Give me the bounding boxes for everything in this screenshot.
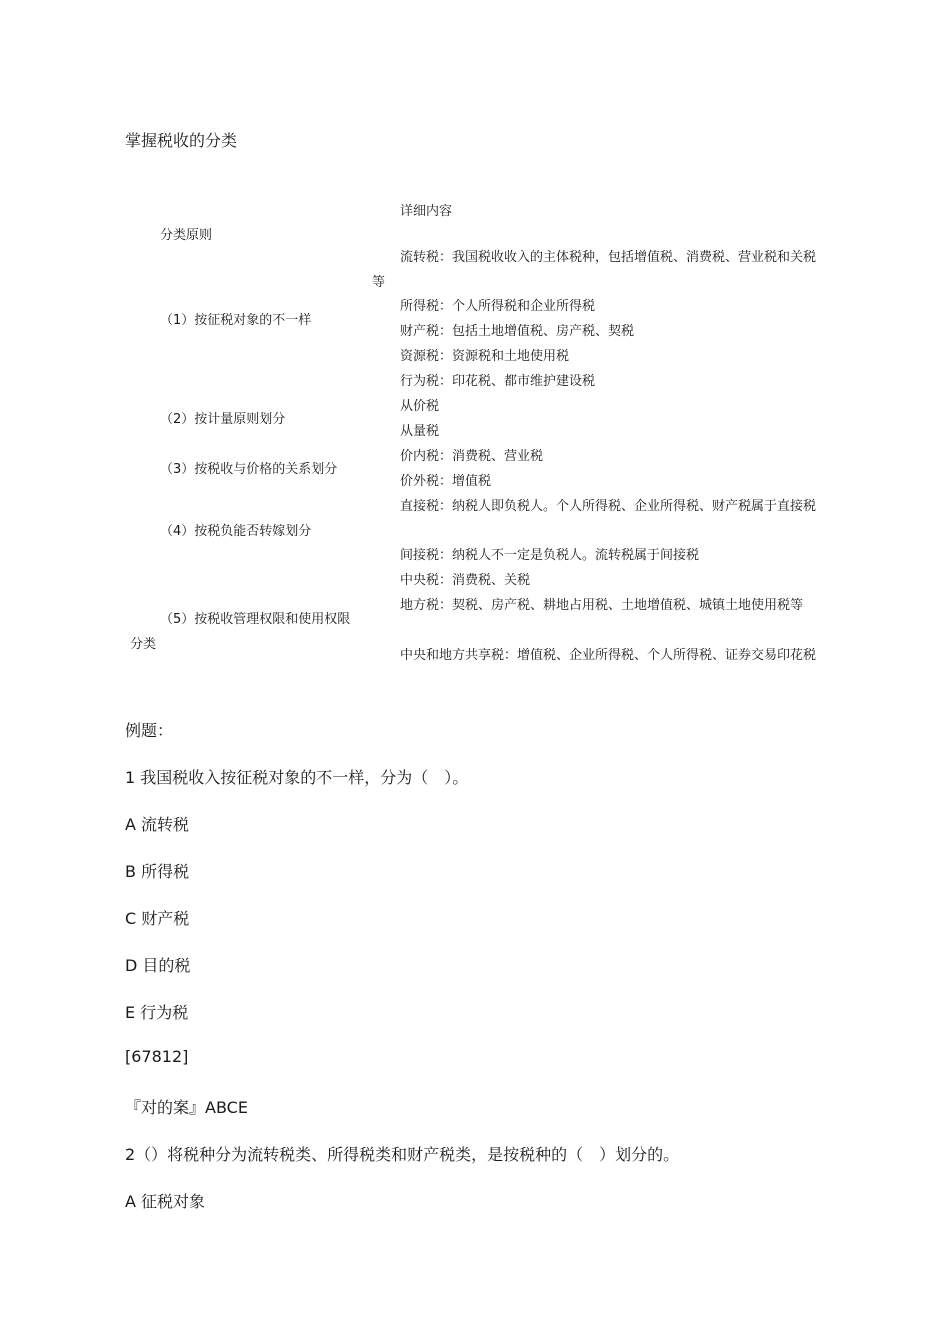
question-1-code: [67812]: [125, 1047, 189, 1066]
detail-row: 价外税：增值税: [400, 474, 492, 489]
header-detail: 详细内容: [400, 204, 453, 219]
question-1-stem: 1 我国税收入按征税对象的不一样，分为（ ）。: [125, 768, 469, 787]
detail-row: 行为税：印花税、都市维护建设税: [400, 374, 596, 389]
principle-5-cont: 分类: [130, 637, 157, 652]
question-1-option-b: B 所得税: [125, 862, 190, 881]
detail-row: 从价税: [400, 399, 440, 414]
detail-row: 资源税：资源税和土地使用税: [400, 349, 570, 364]
question-1-option-d: D 目的税: [125, 956, 191, 975]
question-2-stem: 2（）将税种分为流转税类、所得税类和财产税类，是按税种的（ ）划分的。: [125, 1145, 680, 1164]
principle-4: （4）按税负能否转嫁划分: [160, 524, 312, 539]
principle-1: （1）按征税对象的不一样: [160, 313, 312, 328]
question-1-option-e: E 行为税: [125, 1003, 189, 1022]
detail-row: 直接税：纳税人即负税人。个人所得税、企业所得税、财产税属于直接税: [400, 499, 817, 514]
question-1-answer: 『对的案』ABCE: [125, 1098, 248, 1117]
principle-5: （5）按税收管理权限和使用权限: [160, 612, 351, 627]
detail-row: 中央税：消费税、关税: [400, 573, 531, 588]
detail-row: 间接税：纳税人不一定是负税人。流转税属于间接税: [400, 548, 700, 563]
question-1-option-c: C 财产税: [125, 909, 190, 928]
page-title: 掌握税收的分类: [125, 131, 238, 150]
detail-row: 所得税：个人所得税和企业所得税: [400, 299, 596, 314]
question-1-option-a: A 流转税: [125, 815, 190, 834]
example-label: 例题：: [125, 721, 174, 740]
detail-row: 流转税：我国税收收入的主体税种，包括增值税、消费税、营业税和关税等: [372, 250, 817, 290]
detail-row: 中央和地方共享税：增值税、企业所得税、个人所得税、证券交易印花税: [400, 648, 817, 663]
detail-row: 价内税：消费税、营业税: [400, 449, 544, 464]
detail-row: 财产税：包括土地增值税、房产税、契税: [400, 324, 635, 339]
principle-3: （3）按税收与价格的关系划分: [160, 462, 338, 477]
detail-row: 从量税: [400, 424, 440, 439]
header-principle: 分类原则: [160, 228, 213, 243]
detail-row: 地方税：契税、房产税、耕地占用税、土地增值税、城镇土地使用税等: [400, 598, 804, 613]
question-2-option-a: A 征税对象: [125, 1192, 206, 1211]
principle-2: （2）按计量原则划分: [160, 412, 286, 427]
